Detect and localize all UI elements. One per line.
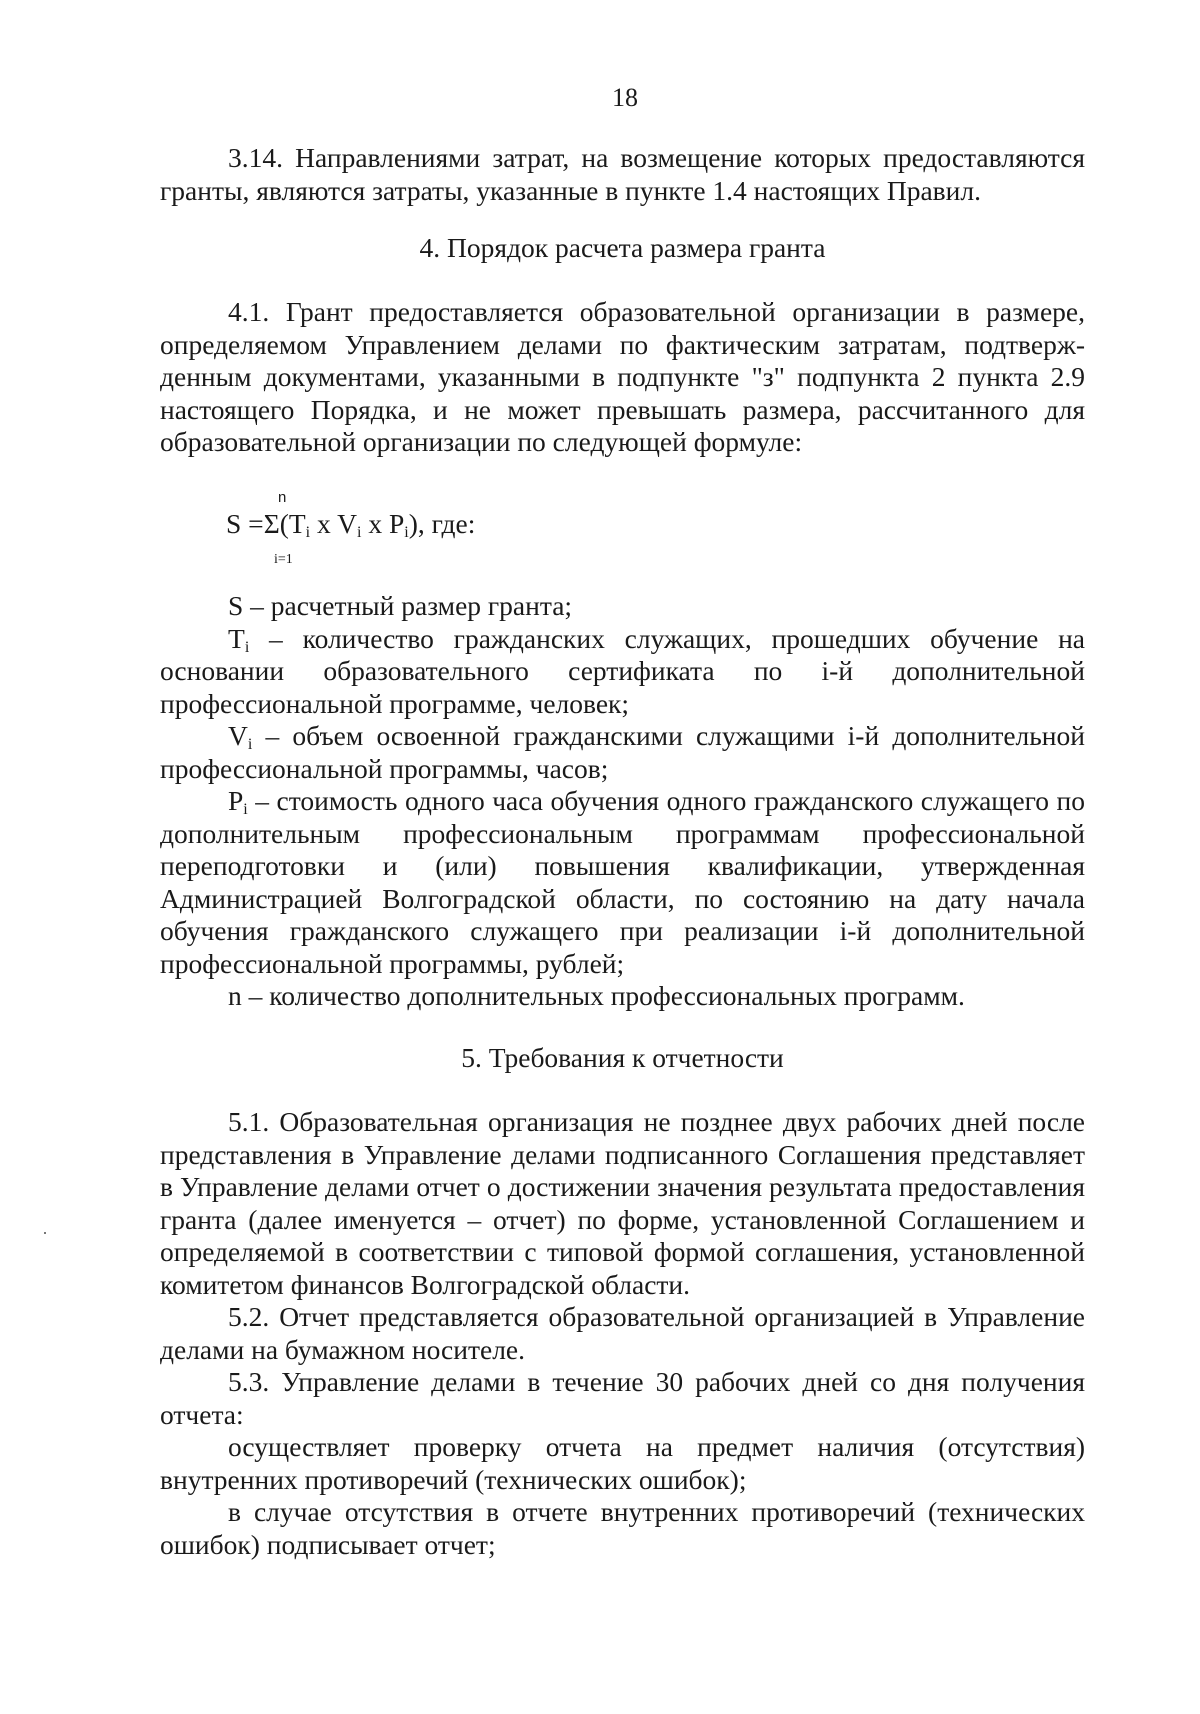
section-5 xyxy=(160,1106,1085,1561)
definition-p-symbol: P xyxy=(228,785,244,816)
section-4-1 xyxy=(160,296,1085,459)
heading-section-4: 4. Порядок расчета размера гранта xyxy=(419,232,826,263)
formula-x2: x P xyxy=(361,508,405,539)
paragraph-5-3-item-a: осуществляет проверку отчета на предмет наличия (отсутствия) внутренних противоречий (технических ошибок); xyxy=(160,1431,1085,1495)
definition-s: S – расчетный размер гранта; xyxy=(228,590,573,621)
formula-sub-v: i xyxy=(357,524,362,541)
sum-upper-limit: n xyxy=(278,489,287,506)
definition-p-text: – стоимость одного часа обучения одного гражданского служащего по дополнительным профессиональным программам профессиональной переподготовки и (или) повышения квалификации, утвержденная Администрацией Волгоградской области, по состоянию на дату начала обучения гражданского служащего при реализации i-й дополнительной профессиональной программы, рублей; xyxy=(160,785,1085,979)
sigma-symbol: Σ xyxy=(263,508,280,539)
paragraph-4-1: 4.1. Грант предоставляется образовательной организации в размере, определяемом Управлением делами по фактическим затратам, подтверж-денным документами, указанными в подпункте "з" подпункта 2 пункта 2.9 настоящего Порядка, и не может превышать размера, рассчитанного для образовательной организации по следующей формуле: xyxy=(160,296,1085,457)
sum-lower-limit: i=1 xyxy=(274,552,293,567)
paragraph-5-2: 5.2. Отчет представляется образовательной организацией в Управление делами на бумажном носителе. xyxy=(160,1301,1085,1365)
heading-section-5: 5. Требования к отчетности xyxy=(461,1042,784,1073)
formula-x1: x V xyxy=(310,508,357,539)
scan-speck xyxy=(44,1232,46,1234)
definition-v-symbol: V xyxy=(228,720,248,751)
formula-tail: ), где: xyxy=(408,508,476,539)
definition-p xyxy=(160,785,1085,980)
formula-lhs: S = xyxy=(226,508,264,539)
formula-expression xyxy=(226,508,475,541)
definition-t-symbol: T xyxy=(228,622,245,654)
paragraph-5-1: 5.1. Образовательная организация не позднее двух рабочих дней после представления в Управление делами подписанного Соглашения представляет в Управление делами отчет о достижении значения результата предоставления гранта (далее именуется – отчет) по форме, установленной Соглашением и определяемой в соответствии с типовой формой соглашения, установленной комитетом финансов Волгоградской области. xyxy=(160,1106,1085,1300)
page-number: 18 xyxy=(612,83,638,112)
formula-sub-t: i xyxy=(305,524,311,541)
definition-v xyxy=(160,720,1085,785)
section-3-14 xyxy=(160,142,1085,207)
definition-v-text: – объем освоенной гражданскими служащими i-й дополнительной профессиональной программы, часов; xyxy=(160,720,1085,784)
paragraph-3-14: 3.14. Направлениями затрат, на возмещение которых предоставляются гранты, являются затраты, указанные в пункте 1.4 настоящих Правил. xyxy=(160,142,1085,206)
definition-t-text: – количество гражданских служащих, прошедших обучение на основании образовательного сертификата по i-й дополнительной профессиональной программе, человек; xyxy=(160,622,1085,719)
formula-definitions xyxy=(160,590,1085,1013)
formula-open: (T xyxy=(279,508,306,539)
definition-n: n – количество дополнительных профессиональных программ. xyxy=(228,980,965,1011)
formula-sub-p: i xyxy=(404,524,409,541)
definition-v-sub: i xyxy=(247,736,253,753)
paragraph-5-3: 5.3. Управление делами в течение 30 рабочих дней со дня получения отчета: xyxy=(160,1366,1085,1430)
paragraph-5-3-item-b: в случае отсутствия в отчете внутренних противоречий (технических ошибок) подписывает отчет; xyxy=(160,1496,1085,1560)
definition-t-sub: i xyxy=(244,638,250,656)
grant-formula xyxy=(226,490,826,570)
definition-t xyxy=(160,623,1085,721)
definition-p-sub: i xyxy=(243,801,248,818)
